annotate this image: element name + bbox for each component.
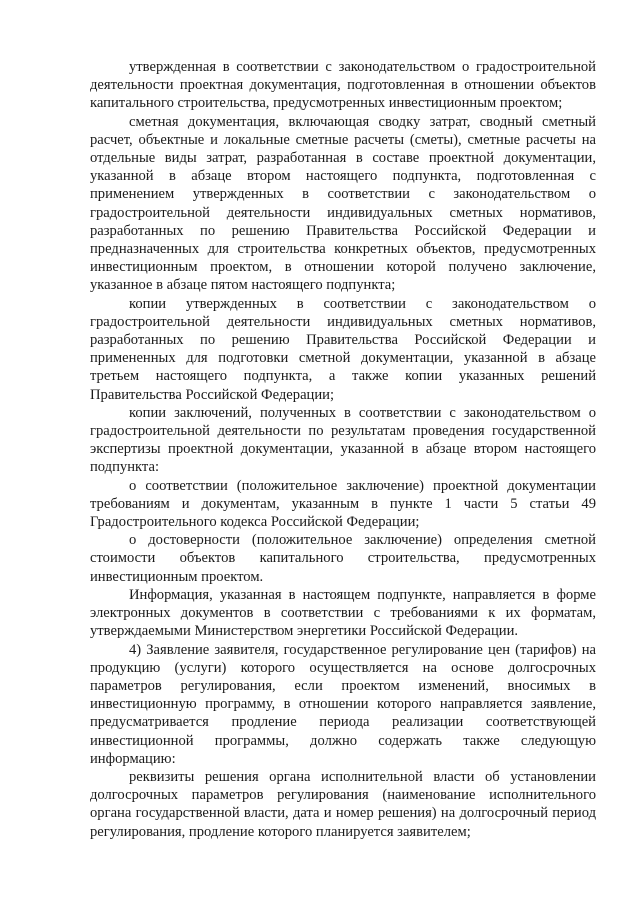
paragraph-decision-requisites: реквизиты решения органа исполнительной власти об установлении долгосрочных параметров регулирования (наименование исполнительного органа государственной власти, дата и номер решения) на долгосрочный период регулирования, продление которого планируется заявителем;	[90, 768, 596, 840]
paragraph-item-4-application: 4) Заявление заявителя, государственное регулирование цен (тарифов) на продукцию (услуги) которого осуществляется на основе долгосрочных параметров регулирования, если проектом изменений, вносимых в инвестиционную программу, в отношении которого направляется заявление, предусматривается продление периода реализации соответствующей инвестиционной программы, должно содержать также следующую информацию:	[90, 641, 596, 767]
paragraph-project-documentation: утвержденная в соответствии с законодательством о градостроительной деятельности проектная документация, подготовленная в отношении объектов капитального строительства, предусмотренных инвестиционным проектом;	[90, 59, 596, 112]
document-body	[90, 58, 596, 841]
paragraph-expertise-conclusions: копии заключений, полученных в соответствии с законодательством о градостроительной деятельности по результатам проведения государственной экспертизы проектной документации, указанной в абзаце втором настоящего подпункта:	[90, 404, 596, 476]
paragraph-electronic-format: Информация, указанная в настоящем подпункте, направляется в форме электронных документов в соответствии с требованиями к их форматам, утверждаемыми Министерством энергетики Российской Федерации.	[90, 586, 596, 640]
paragraph-conformity-conclusion: о соответствии (положительное заключение) проектной документации требованиям и документам, указанным в пункте 1 части 5 статьи 49 Градостроительного кодекса Российской Федерации;	[90, 477, 596, 531]
paragraph-estimate-norms-copies: копии утвержденных в соответствии с законодательством о градостроительной деятельности индивидуальных сметных нормативов, разработанных по решению Правительства Российской Федерации и примененных для подготовки сметной документации, указанной в абзаце третьем настоящего подпункта, а также копии указанных решений Правительства Российской Федерации;	[90, 295, 596, 403]
paragraph-estimate-documentation: сметная документация, включающая сводку затрат, сводный сметный расчет, объектные и локальные сметные расчеты (сметы), сметные расчеты на отдельные виды затрат, разработанная в составе проектной документации, указанной в абзаце втором настоящего подпункта, подготовленная с применением утвержденных в соответствии с законодательством о градостроительной деятельности индивидуальных сметных нормативов, разработанных по решению Правительства Российской Федерации и предназначенных для строительства конкретных объектов, предусмотренных инвестиционным проектом, в отношении которой получено заключение, указанное в абзаце пятом настоящего подпункта;	[90, 113, 596, 294]
paragraph-reliability-conclusion: о достоверности (положительное заключение) определения сметной стоимости объектов капитального строительства, предусмотренных инвестиционным проектом.	[90, 532, 596, 585]
